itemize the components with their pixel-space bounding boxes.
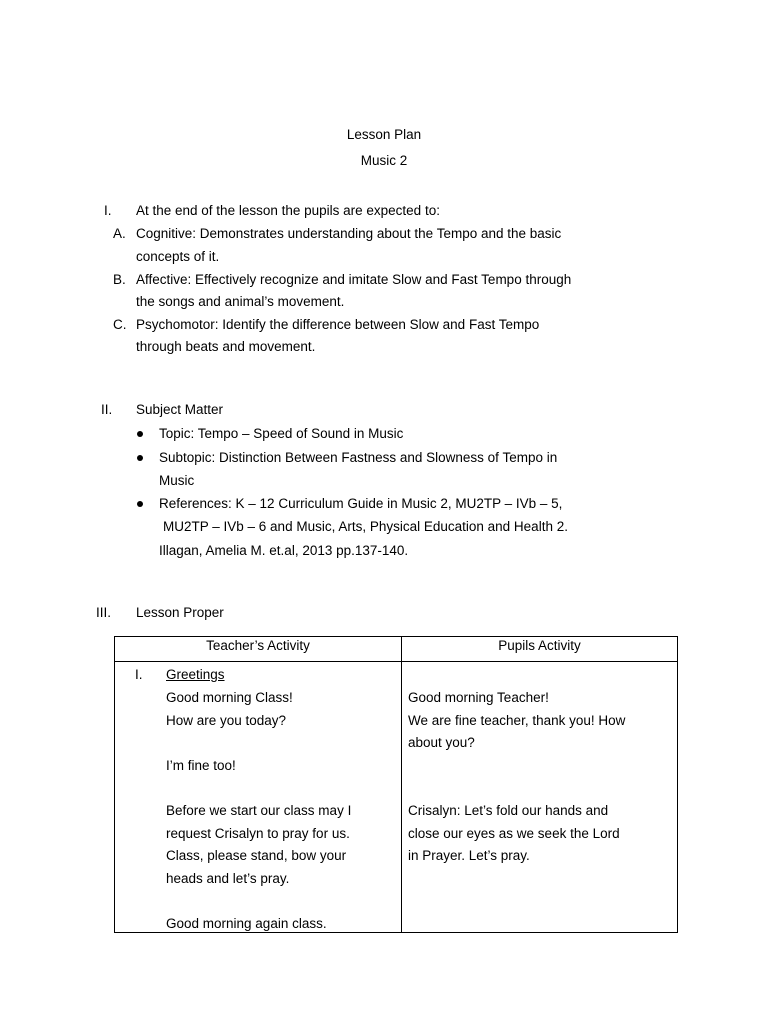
teacher-line: Good morning again class. [166,916,327,931]
page-subtitle: Music 2 [360,153,408,168]
teacher-line: Before we start our class may I [166,803,352,818]
bullet-references [137,501,143,507]
pupils-line: Crisalyn: Let’s fold our hands and [408,803,609,818]
teacher-line: I’m fine too! [166,758,236,773]
references-line1: References: K – 12 Curriculum Guide in Music 2, MU2TP – IVb – 5, [159,496,563,511]
bullet-topic [137,431,143,437]
pupils-line: close our eyes as we seek the Lord [408,826,620,841]
teacher-line: How are you today? [166,713,287,728]
column-header-teacher: Teacher’s Activity [115,637,402,662]
table-row [115,662,678,933]
teacher-line: Good morning Class! [166,690,293,705]
objective-c-line2: through beats and movement. [136,339,316,354]
references-line2: MU2TP – IVb – 6 and Music, Arts, Physical Education and Health 2. [163,519,568,534]
objective-c-line1: Psychomotor: Identify the difference between Slow and Fast Tempo [136,317,540,332]
objective-b-line2: the songs and animal’s movement. [136,294,345,309]
subtopic-line1: Subtopic: Distinction Between Fastness and Slowness of Tempo in [159,450,558,465]
pupils-line: We are fine teacher, thank you! How [408,713,626,728]
section-2-heading: Subject Matter [136,402,224,417]
section-2-number: II. [101,402,113,417]
teacher-activity-cell [115,662,402,933]
table-header-row [115,637,678,662]
section-1-heading: At the end of the lesson the pupils are expected to: [136,203,440,218]
teacher-line: Class, please stand, bow your [166,848,347,863]
pupils-activity-cell [402,662,678,933]
pupils-line: in Prayer. Let’s pray. [408,848,530,863]
objective-a-line2: concepts of it. [136,249,220,264]
topic-text: Topic: Tempo – Speed of Sound in Music [159,426,404,441]
teacher-line: heads and let’s pray. [166,871,290,886]
objective-b-line1: Affective: Effectively recognize and imitate Slow and Fast Tempo through [136,272,572,287]
objective-letter-c: C. [113,317,127,332]
column-header-pupils: Pupils Activity [402,637,678,662]
lesson-activity-table [114,636,678,933]
teacher-line: request Crisalyn to pray for us. [166,826,350,841]
section-3-number: III. [96,605,112,620]
references-line3: Illagan, Amelia M. et.al, 2013 pp.137-140. [159,543,409,558]
pupils-line: Good morning Teacher! [408,690,549,705]
part-number: I. [135,667,143,682]
bullet-subtopic [137,455,143,461]
page-title: Lesson Plan [346,127,422,142]
part-title-greetings: Greetings [166,667,225,682]
objective-a-line1: Cognitive: Demonstrates understanding about the Tempo and the basic [136,226,562,241]
pupils-line: about you? [408,735,475,750]
subtopic-line2: Music [159,473,195,488]
section-1-number: I. [104,203,112,218]
objective-letter-a: A. [113,226,126,241]
objective-letter-b: B. [113,272,126,287]
section-3-heading: Lesson Proper [136,605,224,620]
